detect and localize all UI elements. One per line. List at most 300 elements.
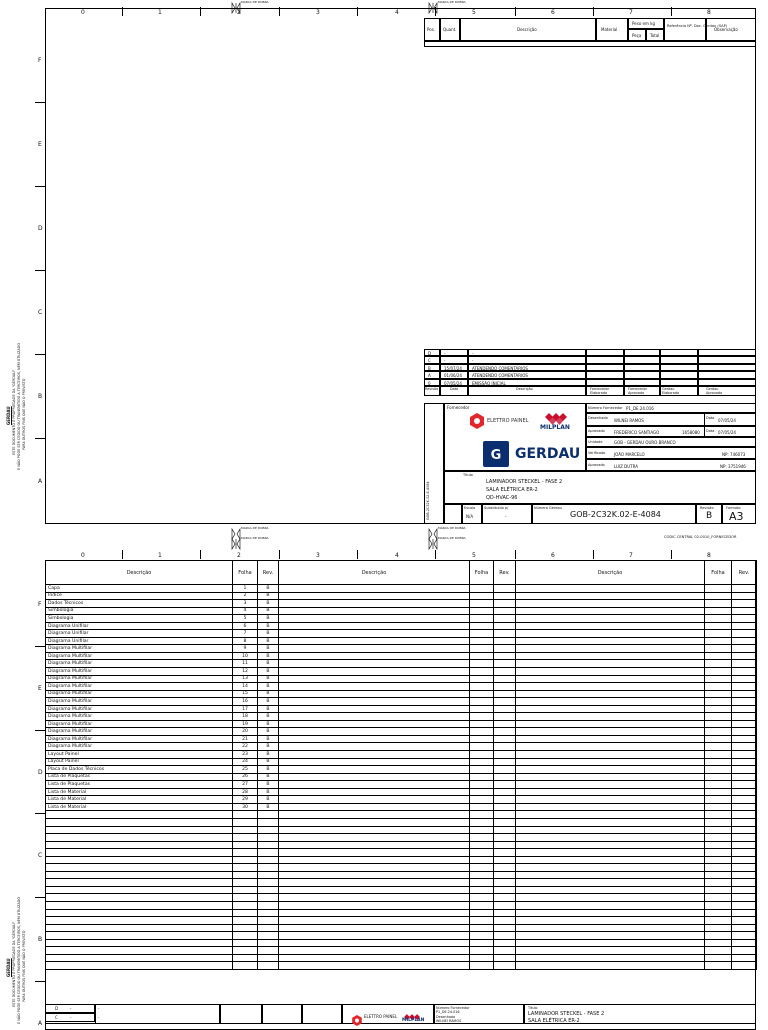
cell-descricao — [516, 728, 705, 736]
table-row — [46, 728, 279, 736]
cell-folha — [705, 645, 732, 653]
ruler-row-4: B — [38, 936, 43, 943]
cell-rev — [732, 645, 757, 653]
cell-descricao — [279, 962, 470, 970]
cell-rev — [732, 660, 757, 668]
rev-cell — [468, 356, 586, 363]
cell-folha — [470, 803, 494, 811]
cell-folha — [705, 962, 732, 970]
cell-rev — [732, 841, 757, 849]
table-row — [46, 592, 279, 600]
cell-folha — [705, 660, 732, 668]
cell-descricao: Lista de Material — [46, 788, 233, 796]
table-row — [46, 637, 279, 645]
cell-rev — [494, 947, 516, 955]
table-row — [46, 675, 279, 683]
cell-rev: B — [258, 622, 279, 630]
cell-rev: B — [258, 645, 279, 653]
table-row — [516, 879, 757, 887]
cell-rev: B — [258, 660, 279, 668]
table-row — [279, 660, 516, 668]
cell-folha — [470, 713, 494, 721]
col-rev: Rev. — [258, 561, 279, 585]
cell-folha — [470, 660, 494, 668]
cell-rev — [494, 758, 516, 766]
cell-folha: 11 — [233, 660, 258, 668]
table-row — [516, 886, 757, 894]
gerdau-logo — [483, 441, 509, 471]
cell-folha: 15 — [233, 690, 258, 698]
ruler-col-0: 0 — [81, 552, 85, 559]
cell-rev — [494, 713, 516, 721]
cell-rev: B — [258, 592, 279, 600]
table-row — [516, 939, 757, 947]
cell-folha — [470, 856, 494, 864]
fold-mark-icon — [429, 524, 437, 543]
cell-descricao — [516, 954, 705, 962]
ruler-row-5: A — [38, 1020, 43, 1027]
cell-rev — [732, 751, 757, 759]
cell-descricao — [516, 864, 705, 872]
cell-folha: 12 — [233, 668, 258, 676]
col-folha: Folha — [470, 561, 494, 585]
cell-descricao — [516, 652, 705, 660]
cell-descricao: Lista de Material — [46, 796, 233, 804]
ruler-col-4: 4 — [395, 552, 399, 559]
cell-descricao — [46, 954, 233, 962]
table-row — [46, 818, 279, 826]
table-row — [516, 652, 757, 660]
fold-mark-label: MARCA DE DOBRA — [241, 526, 269, 530]
cell-rev — [494, 645, 516, 653]
ruler-tick — [35, 646, 45, 647]
cell-descricao — [279, 924, 470, 932]
cell-descricao — [279, 788, 470, 796]
table-row — [516, 864, 757, 872]
cell-folha — [705, 932, 732, 940]
cell-descricao — [279, 630, 470, 638]
elettro-painel-logo — [352, 1011, 362, 1030]
cell-folha — [705, 796, 732, 804]
cell-rev — [494, 962, 516, 970]
col-descricao: Descrição — [279, 561, 470, 585]
cell-descricao — [279, 622, 470, 630]
cell-folha — [705, 886, 732, 894]
cell-rev: B — [258, 758, 279, 766]
cell-descricao: Diagrama Unifilar — [46, 630, 233, 638]
table-row — [516, 720, 757, 728]
cell-folha — [233, 879, 258, 887]
ruler-col-0: 0 — [81, 9, 85, 16]
cell-folha — [233, 818, 258, 826]
table-row — [516, 909, 757, 917]
cell-folha — [233, 894, 258, 902]
cell-rev — [258, 856, 279, 864]
cell-rev — [732, 585, 757, 593]
cell-folha — [233, 924, 258, 932]
table-row — [46, 622, 279, 630]
table-row — [516, 796, 757, 804]
cell-folha — [470, 947, 494, 955]
cell-rev — [732, 932, 757, 940]
table-row — [279, 849, 516, 857]
rev-cell — [660, 371, 698, 378]
cell-descricao — [279, 592, 470, 600]
cell-descricao — [279, 675, 470, 683]
cell-folha — [705, 607, 732, 615]
cell-descricao — [46, 871, 233, 879]
table-row — [279, 947, 516, 955]
rev-cell — [624, 364, 660, 371]
cell-folha — [470, 720, 494, 728]
table-row — [46, 849, 279, 857]
table-row — [46, 864, 279, 872]
cell-folha — [705, 615, 732, 623]
table-row — [46, 886, 279, 894]
col-folha: Folha — [705, 561, 732, 585]
cell-descricao — [516, 924, 705, 932]
cell-descricao — [279, 871, 470, 879]
cell-folha — [705, 939, 732, 947]
cell-rev — [732, 909, 757, 917]
rev-header-label: Data — [450, 387, 459, 391]
cell-rev — [732, 879, 757, 887]
cell-rev — [258, 826, 279, 834]
cell-folha — [705, 841, 732, 849]
cell-rev: B — [258, 796, 279, 804]
cell-folha — [470, 773, 494, 781]
cell-rev — [732, 600, 757, 608]
cell-folha — [705, 683, 732, 691]
cell-folha — [705, 630, 732, 638]
ruler-tick — [35, 102, 45, 103]
cell-rev — [258, 818, 279, 826]
cell-folha — [470, 728, 494, 736]
cell-descricao: Diagrama Unifilar — [46, 622, 233, 630]
col-rev: Rev. — [732, 561, 757, 585]
cell-rev: B — [258, 751, 279, 759]
table-row — [46, 758, 279, 766]
cell-descricao — [516, 849, 705, 857]
cell-rev — [258, 962, 279, 970]
cell-rev — [732, 622, 757, 630]
ruler-col-5: 5 — [472, 9, 476, 16]
table-row — [516, 849, 757, 857]
rev-cell — [624, 379, 660, 386]
ruler-tick — [671, 7, 672, 16]
cell-rev: B — [258, 735, 279, 743]
table-row — [516, 924, 757, 932]
table-row — [46, 683, 279, 691]
table-row — [516, 683, 757, 691]
cell-descricao: Diagrama Multifilar — [46, 743, 233, 751]
cell-rev — [494, 743, 516, 751]
cell-descricao — [516, 818, 705, 826]
cell-folha: 13 — [233, 675, 258, 683]
cell-descricao — [279, 751, 470, 759]
cell-rev — [732, 698, 757, 706]
table-row — [279, 917, 516, 925]
cell-descricao: Diagrama Multifilar — [46, 720, 233, 728]
cell-folha — [705, 826, 732, 834]
cell-folha: 24 — [233, 758, 258, 766]
cell-descricao — [516, 856, 705, 864]
ruler-tick — [35, 897, 45, 898]
cell-folha — [470, 615, 494, 623]
cell-descricao — [46, 811, 233, 819]
rev-letter: D — [428, 351, 432, 356]
table-row — [279, 720, 516, 728]
cell-descricao: Layout Painel — [46, 751, 233, 759]
rev-desc: - — [472, 351, 474, 356]
ruler-row-2: D — [38, 225, 43, 232]
cell-folha: 3 — [233, 600, 258, 608]
ruler-tick — [279, 550, 280, 559]
rev-cell — [586, 371, 624, 378]
ruler-col-6: 6 — [551, 552, 555, 559]
cell-descricao — [516, 607, 705, 615]
cell-descricao — [279, 637, 470, 645]
cell-folha — [233, 886, 258, 894]
table-row — [516, 826, 757, 834]
cell-descricao — [516, 592, 705, 600]
cell-rev — [732, 683, 757, 691]
cell-rev — [494, 622, 516, 630]
cell-descricao — [46, 856, 233, 864]
ruler-col-2: 2 — [237, 552, 241, 559]
cell-folha — [233, 811, 258, 819]
table-row — [279, 585, 516, 593]
table-row — [516, 856, 757, 864]
cell-descricao — [516, 758, 705, 766]
table-row — [516, 705, 757, 713]
table-row — [516, 585, 757, 593]
cell-folha: 16 — [233, 698, 258, 706]
table-row — [46, 856, 279, 864]
rev-date: - — [444, 358, 446, 364]
cell-folha — [470, 932, 494, 940]
cell-rev — [732, 954, 757, 962]
cell-rev — [732, 886, 757, 894]
cell-folha — [470, 864, 494, 872]
cell-descricao — [516, 909, 705, 917]
cell-descricao — [46, 894, 233, 902]
cell-rev — [494, 909, 516, 917]
cell-rev — [494, 841, 516, 849]
cell-descricao — [279, 652, 470, 660]
table-row — [46, 917, 279, 925]
table-row — [279, 803, 516, 811]
cell-rev: B — [258, 668, 279, 676]
table-row — [279, 630, 516, 638]
cell-rev — [494, 607, 516, 615]
cell-rev — [258, 871, 279, 879]
cell-descricao — [516, 894, 705, 902]
table-row — [279, 622, 516, 630]
cell-folha: 29 — [233, 796, 258, 804]
cell-rev — [494, 939, 516, 947]
ruler-tick — [35, 981, 45, 982]
cell-descricao — [46, 947, 233, 955]
cell-descricao — [516, 773, 705, 781]
fold-mark-label: MARCA DE DOBRA — [241, 536, 269, 540]
table-row — [46, 600, 279, 608]
cell-rev — [494, 886, 516, 894]
table-row — [46, 924, 279, 932]
cell-descricao — [279, 728, 470, 736]
cell-descricao — [279, 818, 470, 826]
ruler-col-3: 3 — [316, 552, 320, 559]
cell-descricao — [516, 962, 705, 970]
cell-descricao — [279, 932, 470, 940]
cell-folha — [233, 947, 258, 955]
table-row — [516, 901, 757, 909]
cell-rev: B — [258, 781, 279, 789]
cell-rev — [258, 924, 279, 932]
cell-descricao — [46, 917, 233, 925]
table-row — [516, 758, 757, 766]
table-row — [279, 690, 516, 698]
cell-rev — [258, 834, 279, 842]
ruler-row-2: D — [38, 769, 43, 776]
cell-descricao — [516, 811, 705, 819]
ruler-row-0: F — [38, 601, 42, 608]
table-row — [516, 668, 757, 676]
cell-rev: B — [258, 728, 279, 736]
cell-folha — [705, 954, 732, 962]
rev-cell — [586, 364, 624, 371]
table-row — [279, 886, 516, 894]
table-row — [516, 600, 757, 608]
table-row — [516, 788, 757, 796]
cell-folha — [705, 879, 732, 887]
cell-folha — [470, 901, 494, 909]
fold-mark-label: MARCA DE DOBRA — [438, 526, 466, 530]
fold-mark-icon — [429, 0, 437, 17]
rev-letter: 0 — [428, 380, 431, 386]
cell-folha — [233, 856, 258, 864]
cell-folha — [470, 917, 494, 925]
cell-descricao — [279, 917, 470, 925]
rev-cell — [660, 356, 698, 363]
cell-rev — [732, 735, 757, 743]
ruler-row-3: C — [38, 852, 43, 859]
cell-rev — [732, 728, 757, 736]
cell-folha — [470, 909, 494, 917]
cell-folha — [470, 675, 494, 683]
cell-rev — [494, 796, 516, 804]
cell-rev — [258, 841, 279, 849]
table-row — [279, 743, 516, 751]
table-row — [46, 652, 279, 660]
rev-desc: - — [472, 358, 474, 364]
table-row — [516, 773, 757, 781]
cell-descricao: Diagrama Unifilar — [46, 637, 233, 645]
cell-descricao — [279, 796, 470, 804]
cell-folha — [705, 713, 732, 721]
cell-descricao: Diagrama Multifilar — [46, 735, 233, 743]
ruler-tick — [200, 550, 201, 559]
cell-descricao — [46, 841, 233, 849]
cell-descricao — [279, 735, 470, 743]
cell-descricao — [46, 834, 233, 842]
sheet-index: CODIC CENTRAL 02-0010_FORNECEDOR 0 1 2 3 4 5 6 7 8 MARCA DE DOBRA MARCA DE DOBRA MARCA DE DOBRA MARCA DE DOBRA F E D C B A Descrição Folha Rev. Capa 1 B Índice 2 B Dados Técnicos 3 B Simbologia 4 B Simbologia 5 B Diagrama Unifilar 6 B Diagrama Unifilar 7 B Diagrama Unifilar 8 B Diagrama Multifilar 9 B Diagrama Multifilar 10 B Diagrama Multifilar 11 B Diagrama Multifilar 12 B Diagrama Multifilar 13 B Diagrama Multifilar 14 B Diagrama Multifilar 15 B Diagrama Multifilar 16 B Diagrama Multifilar 17 B Diagrama Multifilar 18 B Diagrama Multifilar 19 B Diagrama Multifilar 20 B Diagrama Multifilar 21 B Diagrama Multifilar 22 B Layout Painel 23 B Layout Painel 24 B Placa de Dados Técnicos 25 B Lista de Plaquetas 26 B Lista de Plaquetas 27 B Lista de Material 28 B Lista de Material 29 B Lista de Material 30 B Descrição Folha Rev. Descrição Folha Rev. D - - C - - ELETTRO PAINEL MILPLAN Número Fornecedor P1_DE.24.016 Desenhado WILNEI RAMOS Título LAMINADOR STECKEL - FASE 2 SALA ELÉTRICA ER-2 GERDAU ESTE DOCUMENTO É PROPRIEDADE DA "GERDAU" E NÃO PODE SER CEDIDO OU TRANSMITIDO A TERCEIROS, NEM UTILIZADO PARA OUTROS FINS QUE NÃO O PREVISTO — [0, 532, 768, 1024]
index-table-3 — [515, 560, 757, 970]
table-row — [46, 826, 279, 834]
table-row — [516, 743, 757, 751]
table-row — [46, 909, 279, 917]
rev-header-sublabel: Elaborado — [662, 391, 680, 395]
cell-descricao — [279, 585, 470, 593]
cell-descricao: Capa — [46, 585, 233, 593]
cell-descricao — [516, 871, 705, 879]
cell-folha — [470, 818, 494, 826]
cell-folha — [705, 652, 732, 660]
cell-descricao — [279, 954, 470, 962]
table-row — [279, 924, 516, 932]
cell-descricao — [516, 660, 705, 668]
cell-folha — [705, 600, 732, 608]
cell-descricao — [516, 879, 705, 887]
cell-rev — [494, 766, 516, 774]
cell-folha — [705, 811, 732, 819]
rev-cell — [624, 371, 660, 378]
col-rev: Rev. — [494, 561, 516, 585]
cell-rev: B — [258, 600, 279, 608]
table-row — [46, 939, 279, 947]
cell-descricao: Diagrama Multifilar — [46, 698, 233, 706]
cell-descricao: Lista de Plaquetas — [46, 773, 233, 781]
rev-desc: ATENDENDO COMENTÁRIOS — [472, 365, 528, 371]
cell-descricao — [516, 683, 705, 691]
cell-rev: B — [258, 720, 279, 728]
table-row — [279, 864, 516, 872]
ruler-col-6: 6 — [551, 9, 555, 16]
ruler-tick — [593, 550, 594, 559]
table-row — [46, 796, 279, 804]
cell-rev — [494, 894, 516, 902]
cell-rev: B — [258, 698, 279, 706]
cell-descricao — [279, 607, 470, 615]
table-row — [279, 879, 516, 887]
cell-descricao — [279, 773, 470, 781]
cell-descricao: Diagrama Multifilar — [46, 690, 233, 698]
cell-folha: 26 — [233, 773, 258, 781]
cell-folha — [233, 909, 258, 917]
table-row — [279, 675, 516, 683]
cell-rev — [732, 939, 757, 947]
cell-rev — [494, 630, 516, 638]
cell-descricao — [46, 864, 233, 872]
cell-folha — [705, 668, 732, 676]
cell-rev — [732, 675, 757, 683]
cell-folha — [470, 962, 494, 970]
table-row — [279, 637, 516, 645]
cell-folha — [470, 585, 494, 593]
cell-descricao — [46, 924, 233, 932]
table-row — [516, 841, 757, 849]
cell-rev — [258, 947, 279, 955]
index-table-1 — [45, 560, 279, 970]
cell-folha — [705, 803, 732, 811]
table-row — [516, 592, 757, 600]
cell-folha — [705, 856, 732, 864]
cell-rev — [258, 901, 279, 909]
ruler-tick — [35, 730, 45, 731]
cell-rev — [732, 758, 757, 766]
cell-folha: 5 — [233, 615, 258, 623]
cell-rev: B — [258, 675, 279, 683]
